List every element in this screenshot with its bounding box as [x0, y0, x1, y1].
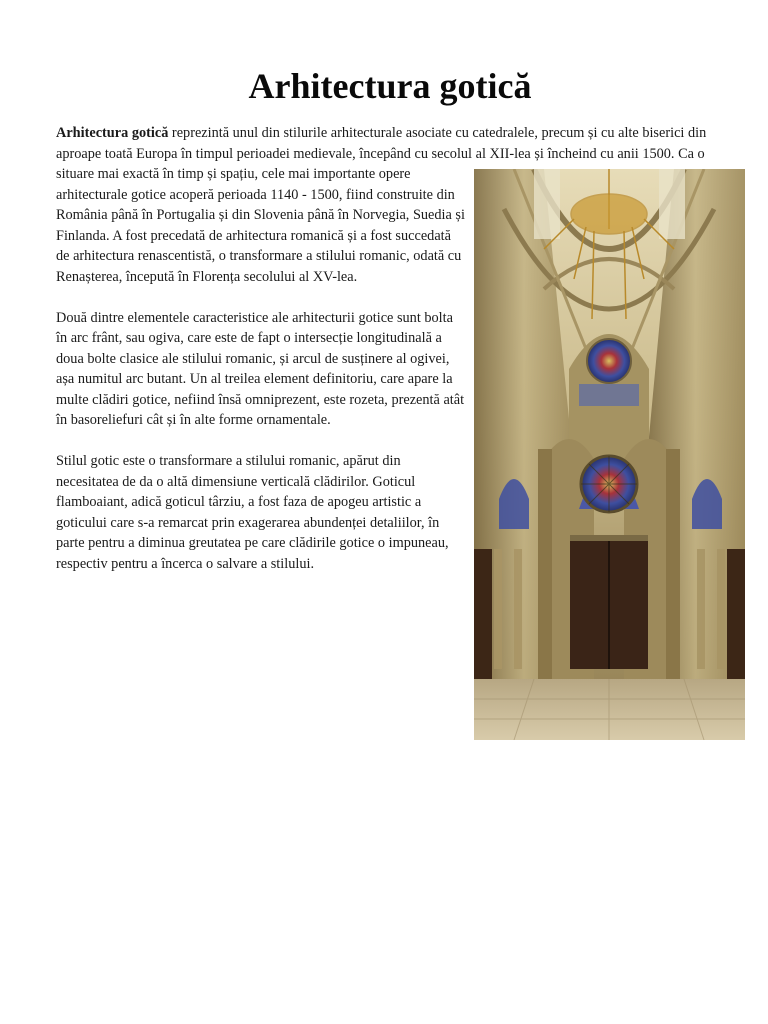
article-body	[56, 123, 746, 749]
paragraph-style: Stilul gotic este o transformare a stilului romanic, apărut din necesitatea de da o altă dimensiune verticală clădirilor. Goticul flamboaiant, adică goticul târziu, a fost faza de apogeu artistic a goticului care s-a remarcat prin exagerarea abundenței detaliilor, în parte pentru a diminua greutatea pe care clădirile gotice o impuneau, respectiv pentru a încerca o salvare a stilului.	[56, 453, 449, 572]
paragraph-text: reprezintă unul din stilurile arhitecturale asociate cu catedralele, precum și cu alte biserici din aproape toată Europa în timpul perioadei medievale, începând cu secolul al XII-lea și încheind cu anii 1500. Ca o situare mai exactă în timp și spațiu, cele mai importante opere arhitecturale gotice acoperă perioada 1140 - 1500, fiind construite din România până în Portugalia și din Slovenia până în Norvegia, Suedia și Finlanda. A fost precedată de arhitectura romanică și a fost succedată de arhitectura renascentistă, o transformare a stilului romanic, odată cu Renașterea, începută în Florența secolului al XV-lea.	[56, 125, 707, 285]
lead-term: Arhitectura gotică	[56, 125, 169, 141]
page-title: Arhitectura gotică	[248, 66, 532, 106]
paragraph-elements: Două dintre elementele caracteristice ale arhitecturii gotice sunt bolta în arc frânt, sau ogiva, care este de fapt o intersecție longitudinală a doua bolte clasice ale stilului romanic, și arcul de susținere al ogivei, așa numitul arc butant. Un al treilea element definitoriu, care apare la multe clădiri gotice, nefiind însă omniprezent, este rozeta, prezentă atât în basoreliefuri cât și în alte forme ornamentale.	[56, 309, 465, 428]
